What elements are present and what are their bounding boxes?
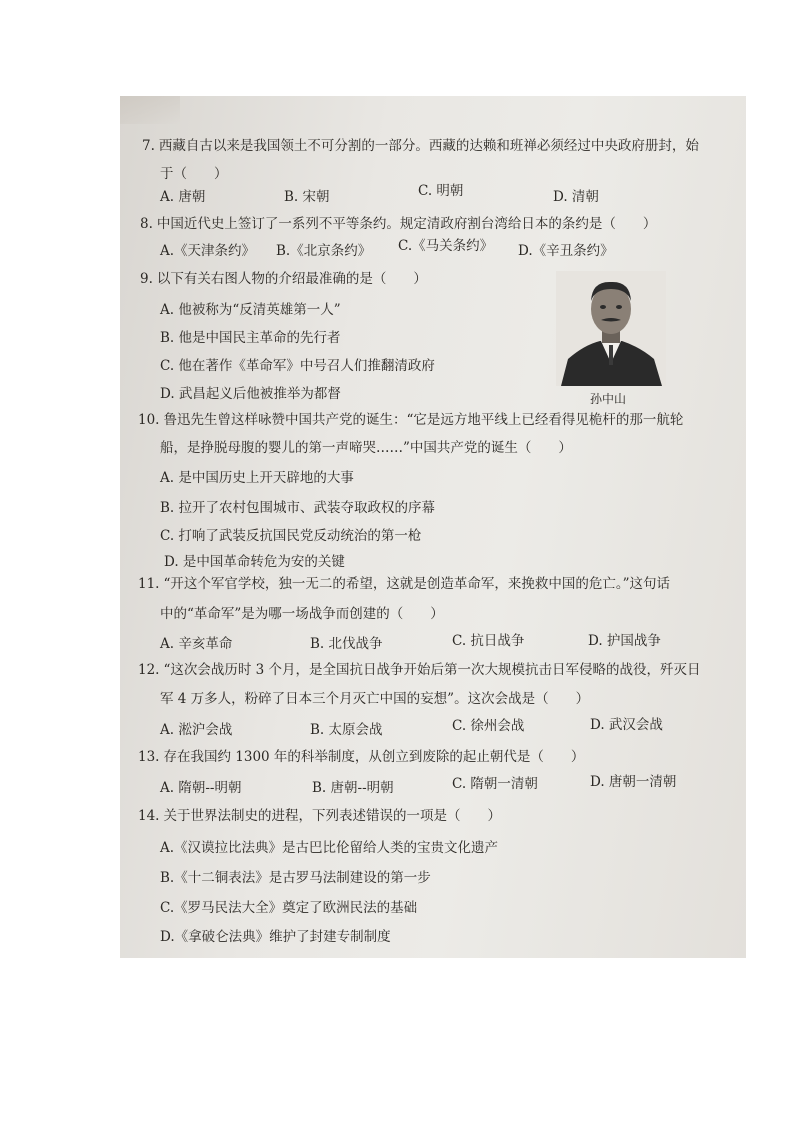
option-c: C. 明朝 (418, 183, 464, 199)
option-a: A.《天津条约》 (160, 243, 256, 259)
question-9-option-b: B. 他是中国民主革命的先行者 (160, 330, 341, 346)
option-d: D. 护国战争 (588, 633, 661, 649)
question-text: 关于世界法制史的进程，下列表述错误的一项是（ ） (163, 808, 501, 824)
question-11-stem (138, 578, 670, 592)
question-11-stem-cont: 中的“革命军”是为哪一场战争而创建的（ ） (160, 606, 444, 622)
option-c: C. 隋朝一清朝 (452, 776, 538, 792)
exam-page-photo (120, 96, 746, 958)
option-b: B.《北京条约》 (276, 243, 372, 259)
option-d: D. 武汉会战 (590, 717, 663, 733)
question-number: 8. (140, 216, 153, 232)
option-b: B. 北伐战争 (310, 636, 383, 652)
question-text: 中国近代史上签订了一系列不平等条约。规定清政府割台湾给日本的条约是（ ） (156, 216, 657, 232)
question-number: 9. (140, 271, 153, 287)
question-10-option-d: D. 是中国革命转危为安的关键 (164, 554, 345, 570)
portrait-caption: 孙中山 (590, 392, 627, 406)
question-9-option-d: D. 武昌起义后他被推举为都督 (160, 386, 341, 402)
question-10-option-c: C. 打响了武装反抗国民党反动统治的第一枪 (160, 528, 422, 544)
question-text: “这次会战历时 3 个月，是全国抗日战争开始后第一次大规模抗击日军侵略的战役，歼灭日 (163, 662, 701, 678)
option-d: D.《辛丑条约》 (518, 243, 614, 259)
question-14-option-b: B.《十二铜表法》是古罗马法制建设的第一步 (160, 870, 431, 886)
question-number: 13. (138, 749, 160, 765)
question-number: 10. (138, 412, 160, 428)
question-10-stem-cont: 船，是挣脱母腹的婴儿的第一声啼哭……”中国共产党的诞生（ ） (160, 440, 572, 456)
question-12-stem-cont: 军 4 万多人，粉碎了日本三个月灭亡中国的妄想”。这次会战是（ ） (160, 691, 590, 707)
option-b: B. 宋朝 (284, 189, 330, 205)
question-9-option-c: C. 他在著作《革命军》中号召人们推翻清政府 (160, 358, 435, 374)
portrait-figure-icon (556, 271, 666, 386)
option-c: C.《马关条约》 (398, 238, 494, 254)
option-a: A. 隋朝--明朝 (160, 780, 242, 796)
question-text: 以下有关右图人物的介绍最准确的是（ ） (156, 271, 427, 287)
question-14-option-d: D.《拿破仑法典》维护了封建专制制度 (160, 929, 391, 945)
question-number: 7. (142, 138, 155, 154)
question-14-option-c: C.《罗马民法大全》奠定了欧洲民法的基础 (160, 900, 418, 916)
question-13-stem (138, 751, 584, 765)
question-text: 西藏自古以来是我国领土不可分割的一部分。西藏的达赖和班禅必须经过中央政府册封，始 (158, 138, 699, 154)
option-d: D. 唐朝一清朝 (590, 774, 677, 790)
question-12-stem (138, 664, 701, 678)
question-14-option-a: A.《汉谟拉比法典》是古巴比伦留给人类的宝贵文化遗产 (160, 840, 499, 856)
question-number: 11. (138, 576, 160, 592)
question-7-stem (142, 140, 699, 154)
question-9-option-a: A. 他被称为“反清英雄第一人” (160, 302, 341, 318)
question-8-stem (140, 218, 656, 232)
question-14-stem (138, 810, 501, 824)
option-a: A. 唐朝 (160, 189, 206, 205)
option-b: B. 唐朝--明朝 (312, 780, 394, 796)
question-10-stem (138, 414, 683, 428)
question-text: 存在我国约 1300 年的科举制度，从创立到废除的起止朝代是（ ） (163, 749, 585, 765)
question-number: 14. (138, 808, 160, 824)
question-9-stem (140, 273, 427, 287)
option-a: A. 淞沪会战 (160, 722, 233, 738)
option-c: C. 徐州会战 (452, 718, 525, 734)
option-a: A. 辛亥革命 (160, 636, 233, 652)
question-10-option-a: A. 是中国历史上开天辟地的大事 (160, 470, 354, 486)
portrait-photo (556, 271, 666, 386)
question-7-stem-cont: 于（ ） (160, 166, 228, 182)
option-b: B. 太原会战 (310, 722, 383, 738)
option-c: C. 抗日战争 (452, 633, 525, 649)
question-text: “开这个军官学校，独一无二的希望，这就是创造革命军，来挽救中国的危亡。”这句话 (163, 576, 671, 592)
question-10-option-b: B. 拉开了农村包围城市、武装夺取政权的序幕 (160, 500, 436, 516)
question-text: 鲁迅先生曾这样咏赞中国共产党的诞生：“它是远方地平线上已经看得见桅杆的那一航轮 (163, 412, 684, 428)
question-number: 12. (138, 662, 160, 678)
option-d: D. 清朝 (553, 189, 599, 205)
